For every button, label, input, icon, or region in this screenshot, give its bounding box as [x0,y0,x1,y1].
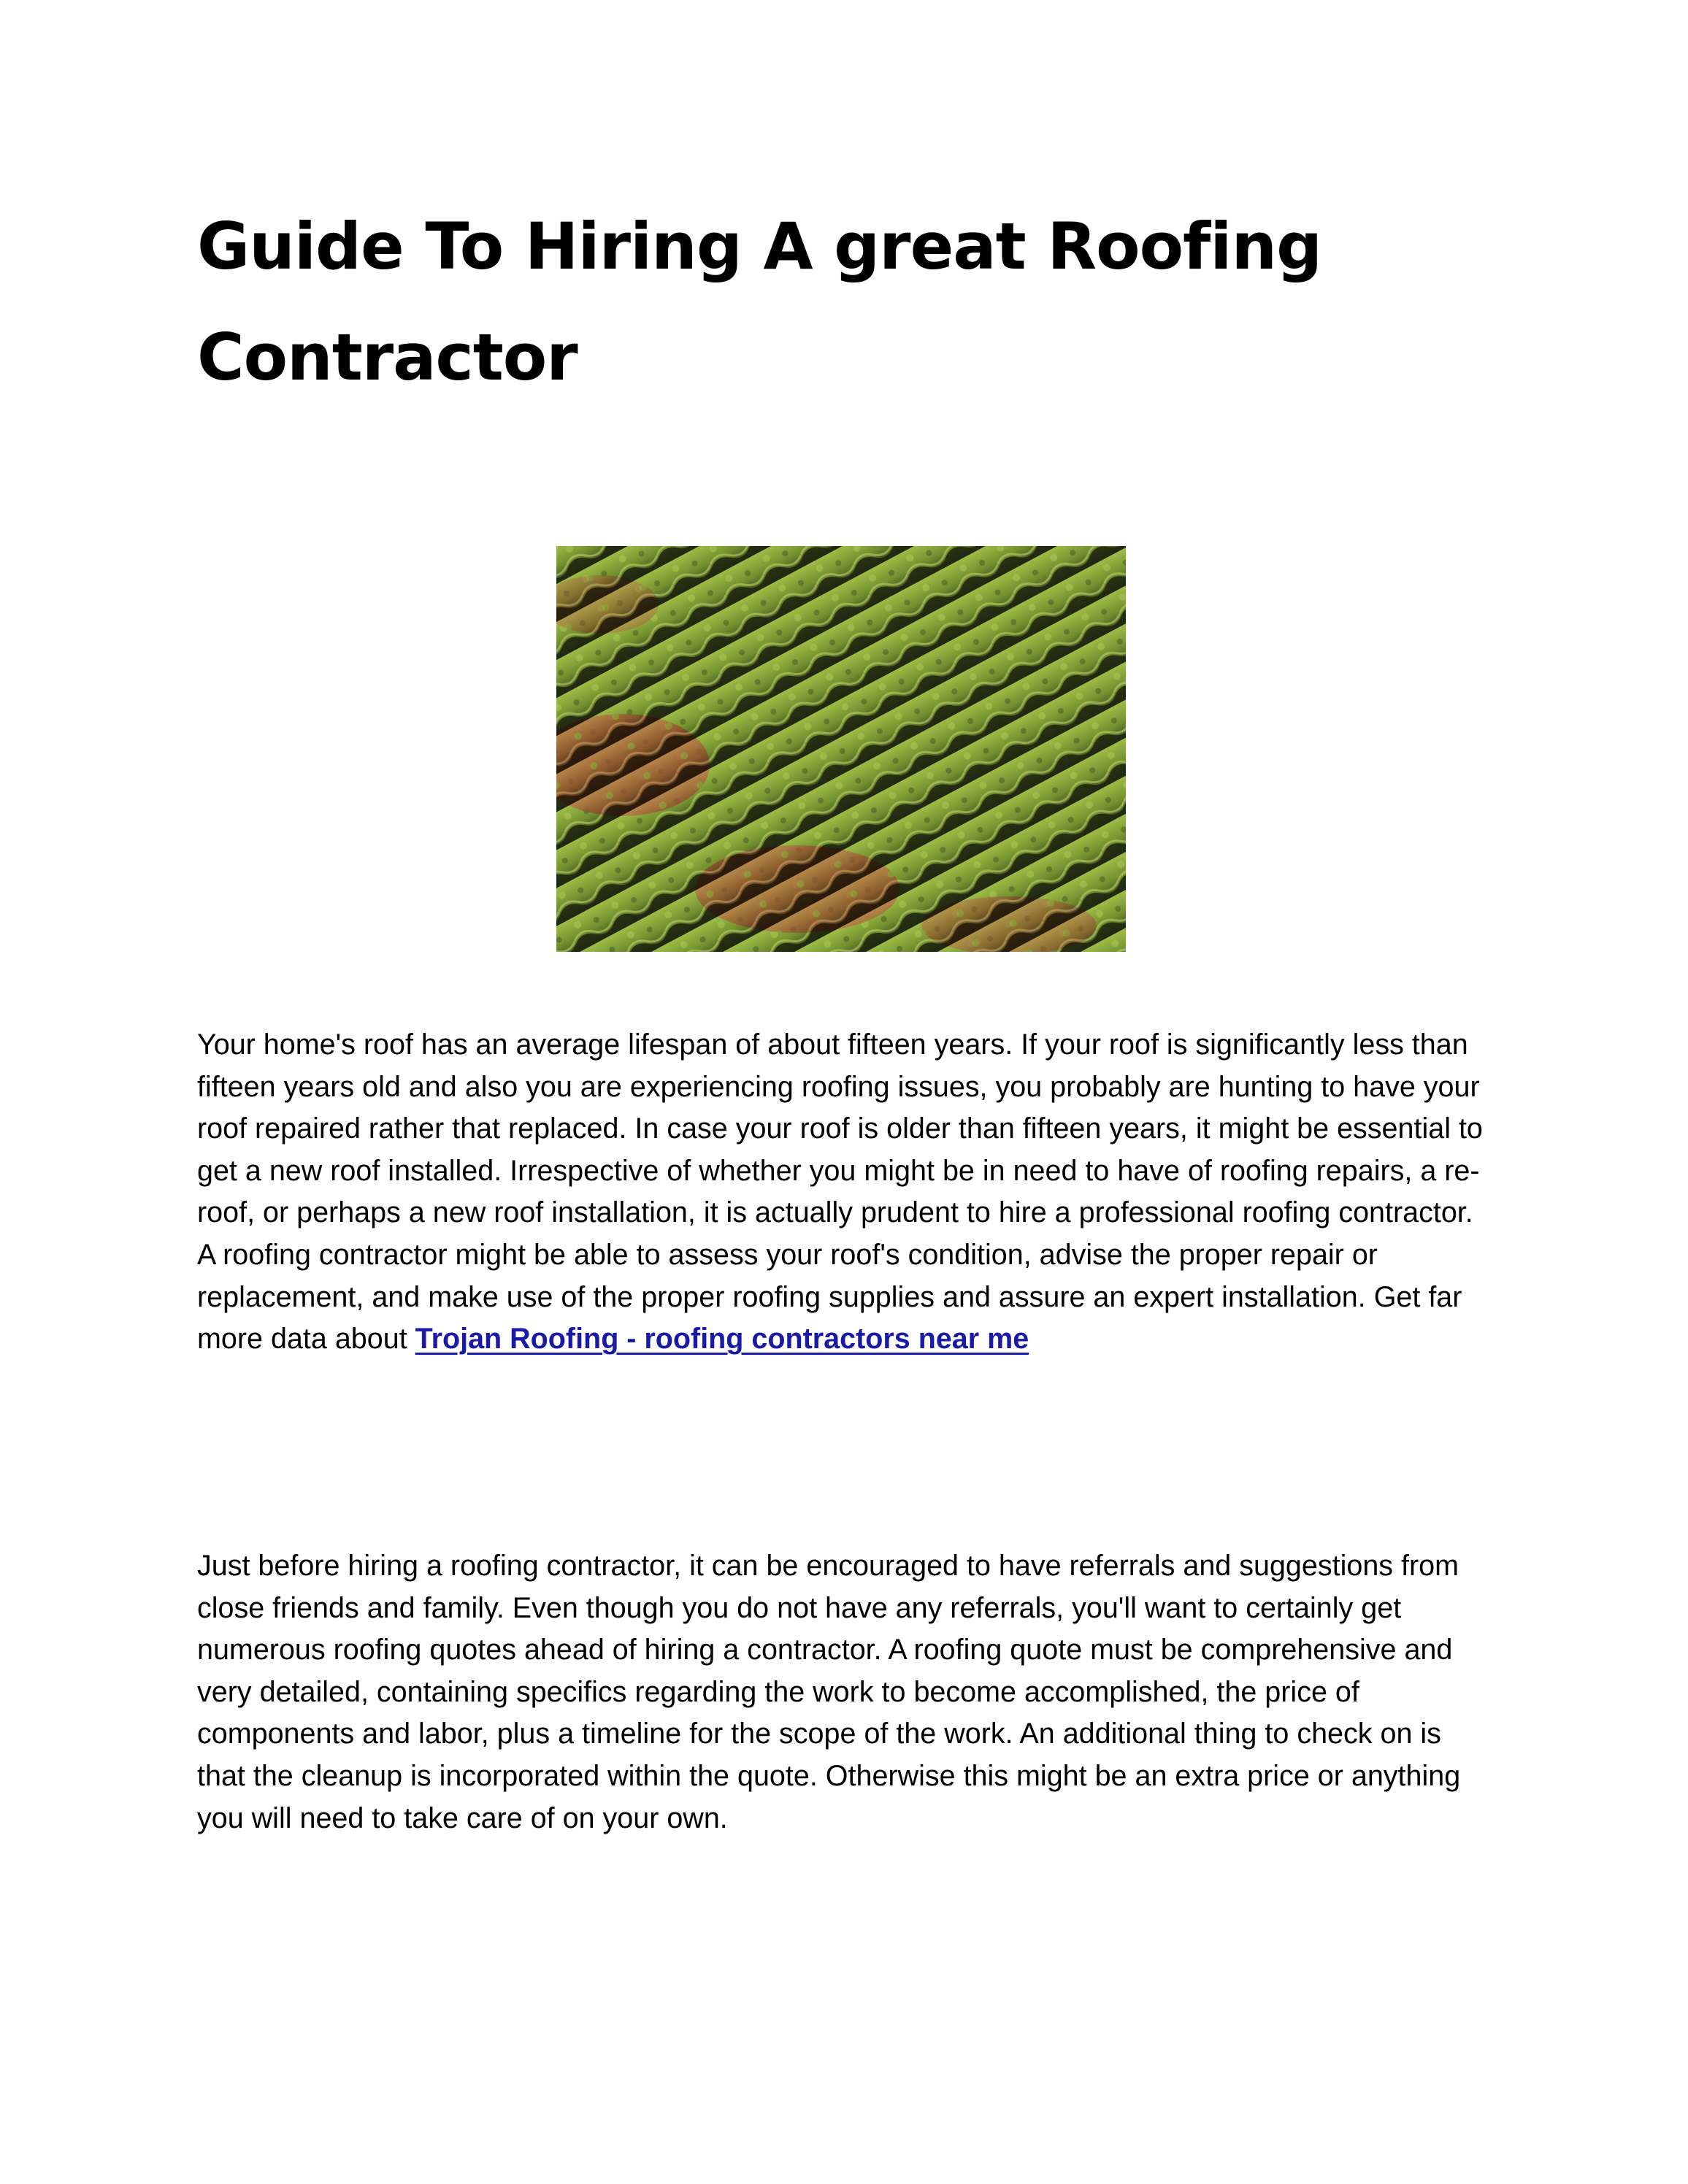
trojan-roofing-link[interactable]: Trojan Roofing - roofing contractors near me [415,1323,1029,1356]
paragraph-intro [197,1024,1489,1361]
roof-tiles-image [556,546,1126,952]
paragraph-intro-text: Your home's roof has an average lifespan of about fifteen years. If your roof is significantly less than fifteen years old and also you are experiencing roofing issues, you probably are hunting to have your roof repaired rather that replaced. In case your roof is older than fifteen years, it might be essential to get a new roof installed. Irrespective of whether you might be in need to have of roofing repairs, a re-roof, or perhaps a new roof installation, it is actually prudent to hire a professional roofing contractor. A roofing contractor might be able to assess your roof's condition, advise the proper repair or replacement, and make use of the proper roofing supplies and assure an expert installation. Get far more data about [197,1028,1483,1356]
roof-tiles-photo-icon [556,546,1126,952]
page-title: Guide To Hiring A great Roofing Contractor [197,209,1322,395]
paragraph-referrals: Just before hiring a roofing contractor, it can be encouraged to have referrals and suggestions from close friends and family. Even though you do not have any referrals, you'll want to certainly get numerous roofing quotes ahead of hiring a contractor. A roofing quote must be comprehensive and very detailed, containing specifics regarding the work to become accomplished, the price of components and labor, plus a timeline for the scope of the work. An additional thing to check on is that the cleanup is incorporated within the quote. Otherwise this might be an extra price or anything you will need to take care of on your own. [197,1550,1461,1834]
